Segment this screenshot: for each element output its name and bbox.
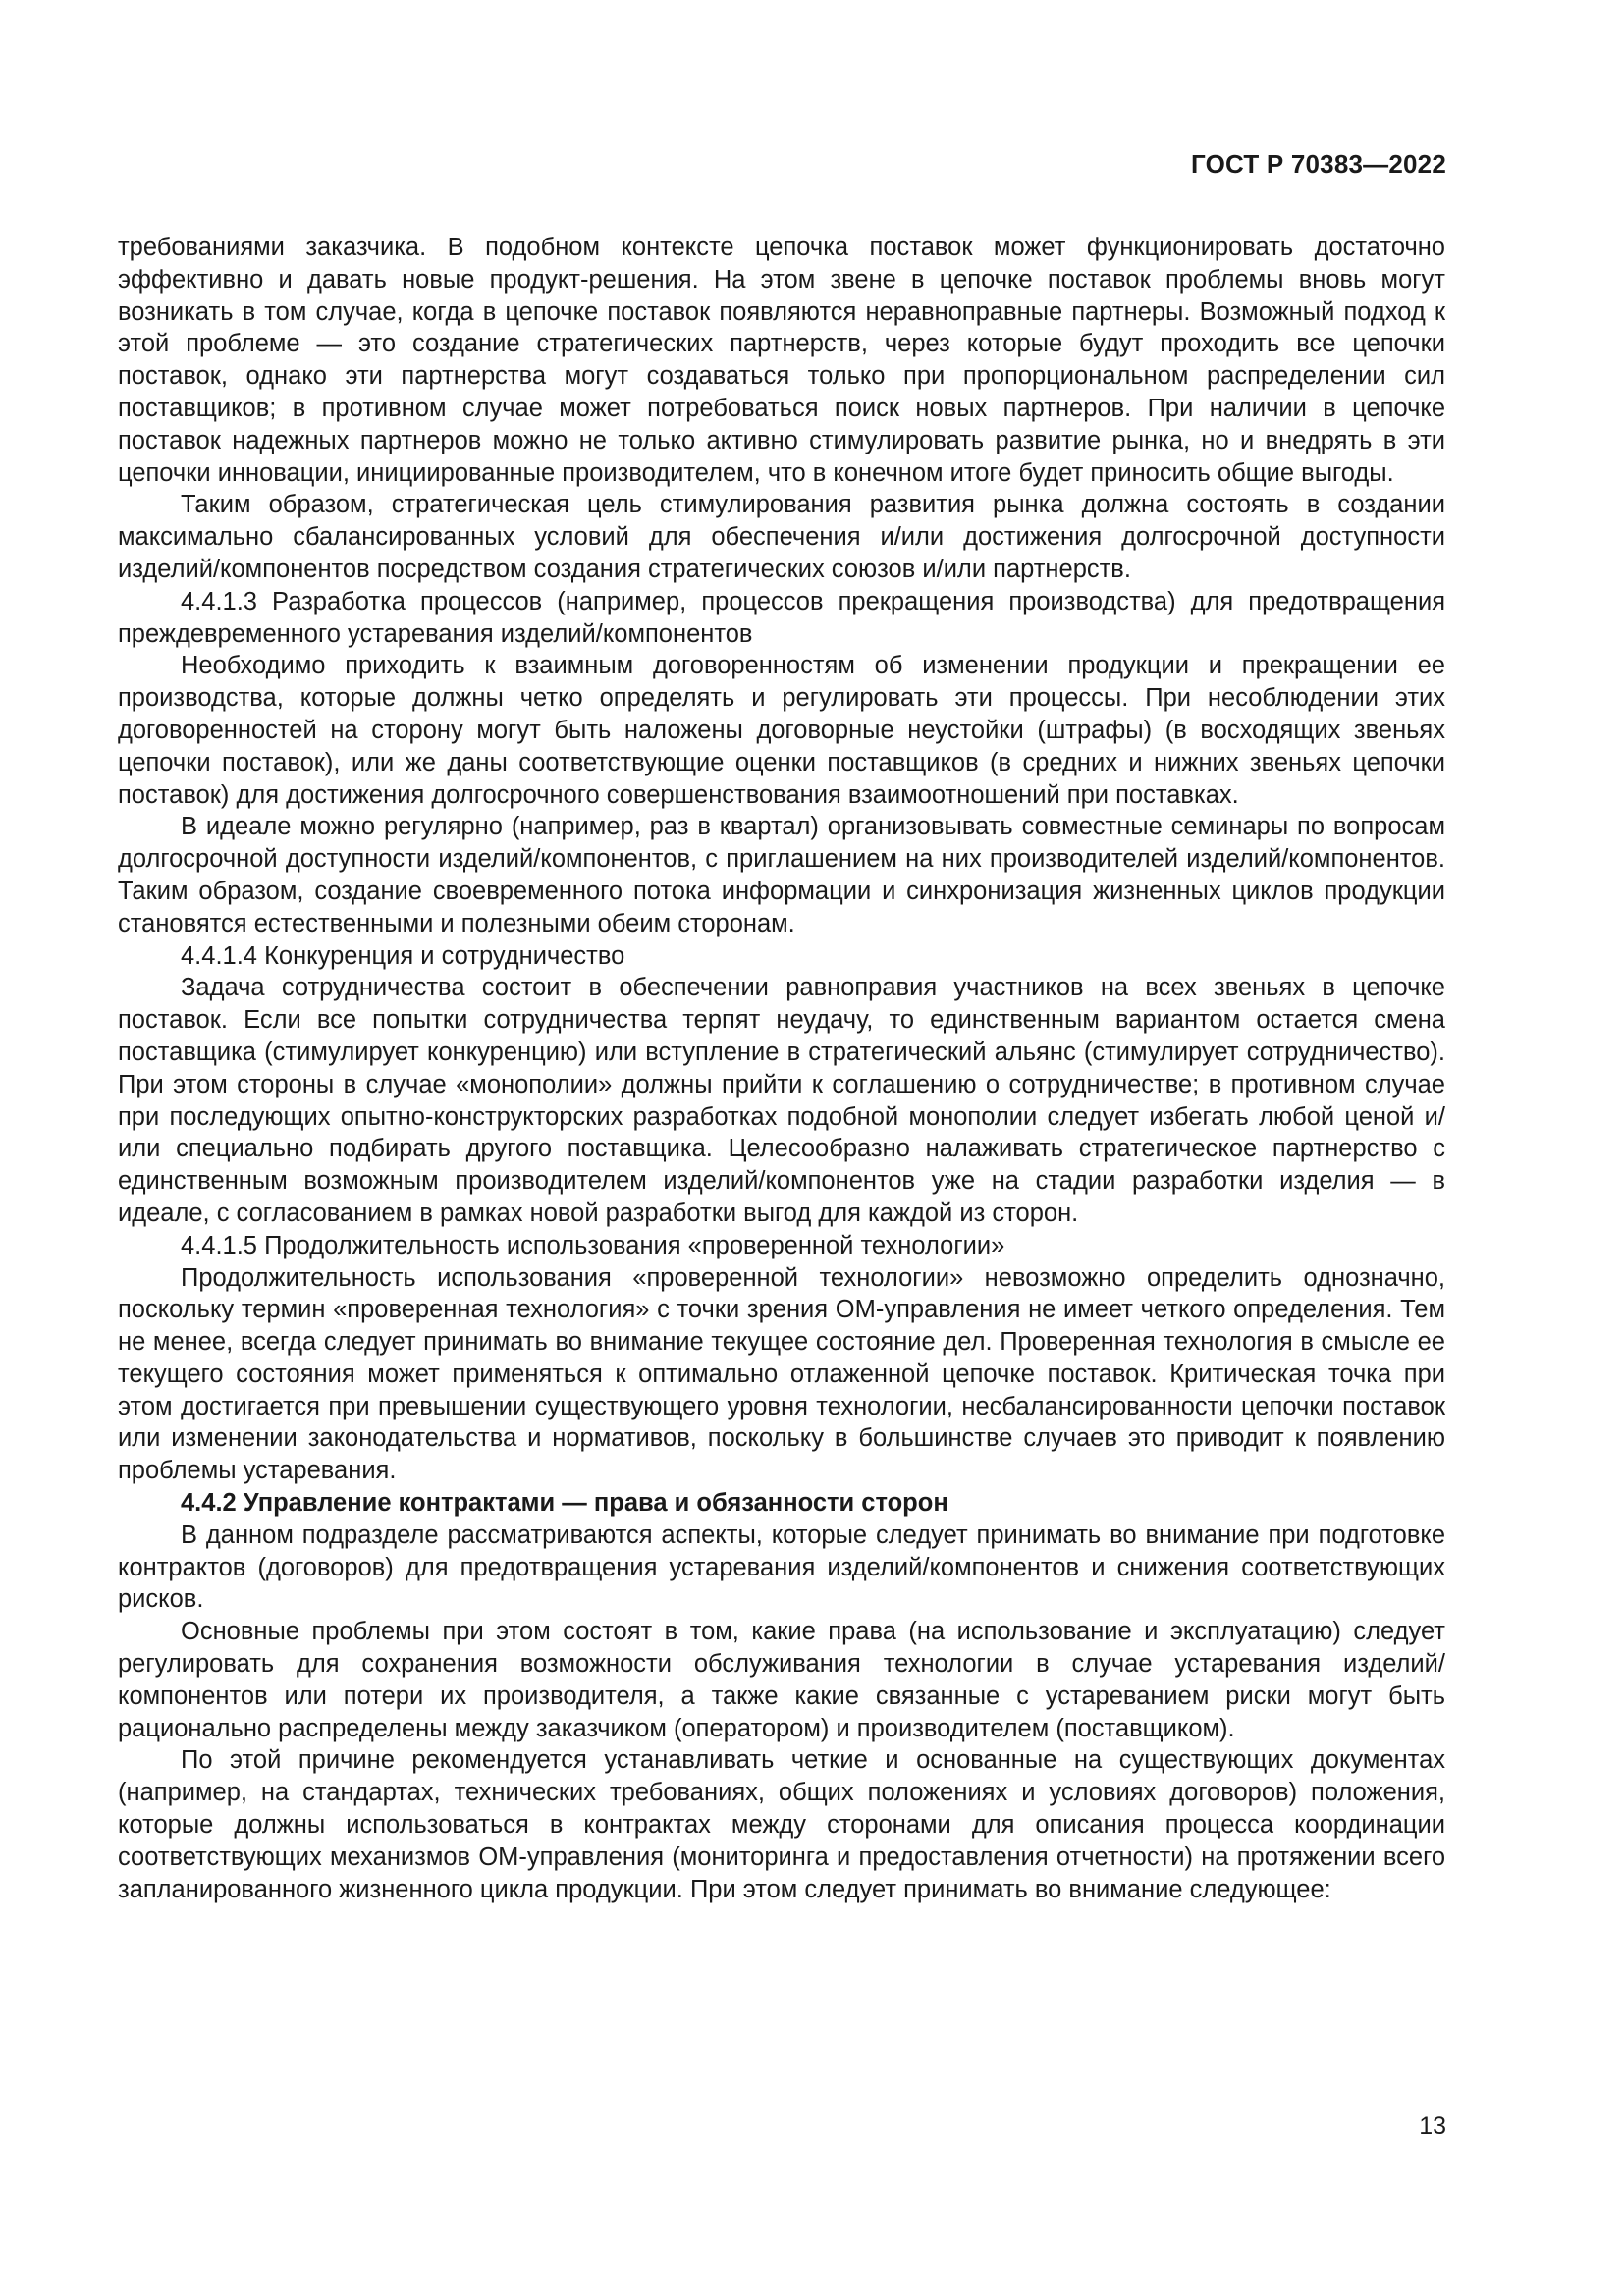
paragraph: Таким образом, стратегическая цель стимулирования развития рынка должна состоять в создании максимально сбалансированных условий для обеспечения и/или достижения долгосрочной доступности изделий/компонентов посредством создания стратегических союзов и/или партнерств.	[118, 491, 1445, 583]
page-number: 13	[1419, 2112, 1446, 2140]
paragraph: Необходимо приходить к взаимным договоренностям об изменении продукции и прекращении ее производства, которые должны четко определять и регулировать эти процессы. При несоблюдении этих договоренностей на сторону могут быть наложены договорные неустойки (штрафы) (в восходящих звеньях цепочки поставок), или же даны соответствующие оценки поставщиков (в средних и нижних звеньях цепочки поставок) для достижения долгосрочного совершенствования взаимоотношений при поставках.	[118, 652, 1445, 809]
paragraph: По этой причине рекомендуется устанавливать четкие и основанные на существующих документах (например, на стандартах, технических требованиях, общих положениях и условиях договоров) положения, которые должны использоваться в контрактах между сторонами для описания процесса координации соответствующих механизмов ОМ-управления (мониторинга и предоставления отчетности) на протяжении всего запланированного жизненного цикла продукции. При этом следует принимать во внимание следующее:	[118, 1746, 1445, 1903]
paragraph: В данном подразделе рассматриваются аспекты, которые следует принимать во внимание при подготовке контрактов (договоров) для предотвращения устаревания изделий/компонентов и снижения соответствующих рисков.	[118, 1521, 1445, 1614]
document-body	[118, 232, 1445, 1905]
section-heading-4-4-1-3: 4.4.1.3 Разработка процессов (например, процессов прекращения производства) для предотвращения преждевременного устаревания изделий/компонентов	[118, 587, 1445, 648]
section-heading-4-4-2: 4.4.2 Управление контрактами — права и обязанности сторон	[181, 1489, 948, 1518]
paragraph: В идеале можно регулярно (например, раз в квартал) организовывать совместные семинары по вопросам долгосрочной доступности изделий/компонентов, с приглашением на них производителей изделий/компонентов. Таким образом, создание своевременного потока информации и синхронизация жизненных циклов продукции становятся естественными и полезными обеим сторонам.	[118, 813, 1445, 937]
paragraph: Продолжительность использования «проверенной технологии» невозможно определить однозначно, поскольку термин «проверенная технология» с точки зрения ОМ-управления не имеет четкого определения. Тем не менее, всегда следует принимать во внимание текущее состояние дел. Проверенная технология в смысле ее текущего состояния может применяться к оптимально отлаженной цепочке поставок. Критическая точка при этом достигается при превышении существующего уровня технологии, несбалансированности цепочки поставок или изменении законодательства и нормативов, поскольку в большинстве случаев это приводит к появлению проблемы устаревания.	[118, 1263, 1445, 1485]
paragraph-continuation: требованиями заказчика. В подобном контексте цепочка поставок может функционировать достаточно эффективно и давать новые продукт-решения. На этом звене в цепочке поставок проблемы вновь могут возникать в том случае, когда в цепочке поставок появляются неравноправные партнеры. Возможный подход к этой проблеме — это создание стратегических партнерств, через которые будут проходить все цепочки поставок, однако эти партнерства могут создаваться только при пропорциональном распределении сил поставщиков; в противном случае может потребоваться поиск новых партнеров. При наличии в цепочке поставок надежных партнеров можно не только активно стимулировать развитие рынка, но и внедрять в эти цепочки инновации, инициированные производителем, что в конечном итоге будет приносить общие выгоды.	[118, 234, 1445, 487]
paragraph: Основные проблемы при этом состоят в том, какие права (на использование и эксплуатацию) следует регулировать для сохранения возможности обслуживания технологии в случае устаревания изделий/компонентов или потери их производителя, а также какие связанные с устареванием риски могут быть рационально распределены между заказчиком (оператором) и производителем (поставщиком).	[118, 1618, 1445, 1742]
document-id-header: ГОСТ Р 70383—2022	[1191, 149, 1446, 179]
section-heading-4-4-1-5: 4.4.1.5 Продолжительность использования «проверенной технологии»	[181, 1231, 1005, 1259]
paragraph: Задача сотрудничества состоит в обеспечении равноправия участников на всех звеньях в цепочке поставок. Если все попытки сотрудничества терпят неудачу, то единственным вариантом остается смена поставщика (стимулирует конкуренцию) или вступление в стратегический альянс (стимулирует сотрудничество). При этом стороны в случае «монополии» должны прийти к соглашению о сотрудничестве; в противном случае при последующих опытно-конструкторских разработках подобной монополии следует избегать любой ценой и/или специально подбирать другого поставщика. Целесообразно налаживать стратегическое партнерство с единственным возможным производителем изделий/компонентов уже на стадии разработки изделия — в идеале, с согласованием в рамках новой разработки выгод для каждой из сторон.	[118, 974, 1445, 1227]
section-heading-4-4-1-4: 4.4.1.4 Конкуренция и сотрудничество	[181, 941, 625, 970]
